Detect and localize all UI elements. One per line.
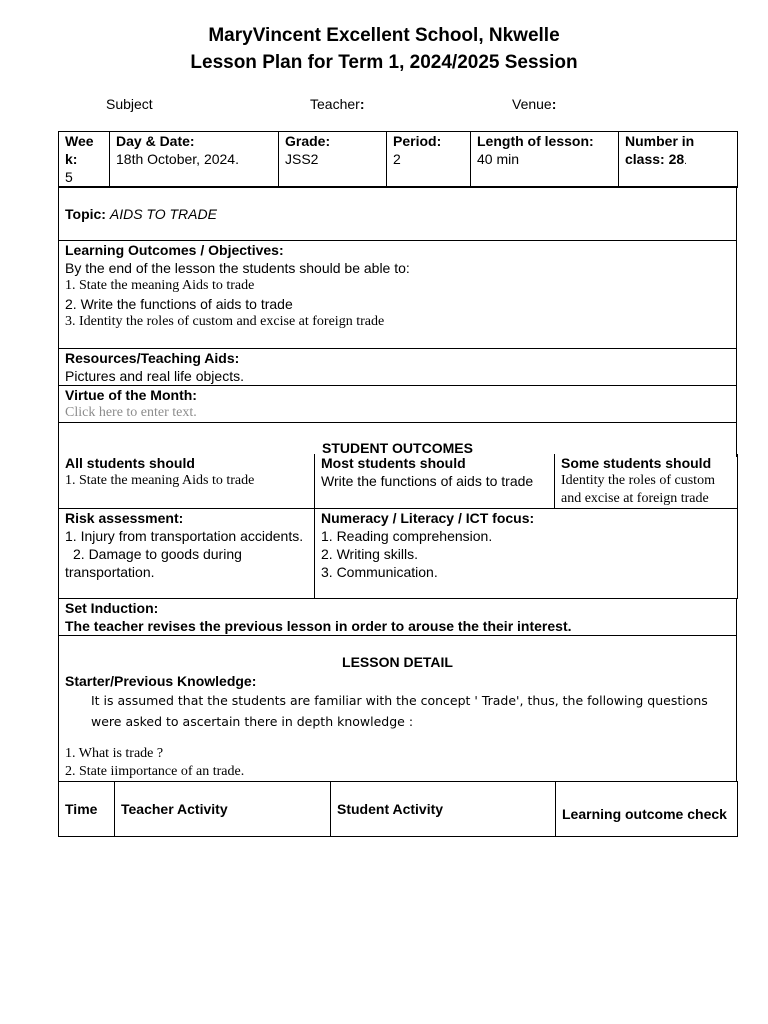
- risk-label: Risk assessment:: [65, 510, 184, 526]
- virtue-cell: [59, 386, 737, 423]
- risk-focus-table: [58, 508, 738, 599]
- most-students-label: Most students should: [321, 455, 466, 471]
- time-header: Time: [59, 782, 115, 837]
- class-size-label: Number in class:: [625, 133, 695, 167]
- length-label: Length of lesson:: [477, 133, 594, 149]
- starter-text: It is assumed that the students are familiar with the concept ' Trade', thus, the following questions were asked to ascertain there in depth knowledge :: [91, 692, 708, 729]
- some-students-label: Some students should: [561, 455, 712, 471]
- lesson-info-table: [58, 131, 738, 188]
- student-outcomes-table: [58, 454, 738, 509]
- objectives-intro: By the end of the lesson the students should be able to:: [65, 260, 410, 276]
- focus-item: 1. Reading comprehension.: [321, 528, 493, 544]
- lesson-detail-table: [58, 598, 737, 782]
- some-students-value: Identity the roles of custom and excise at foreign trade: [561, 473, 715, 506]
- starter-cell: [59, 672, 737, 782]
- activity-table: [58, 781, 738, 837]
- teacher-label: Teacher: [310, 96, 360, 112]
- focus-item: 3. Communication.: [321, 564, 438, 580]
- resources-cell: [59, 349, 737, 386]
- objectives-label: Learning Outcomes / Objectives:: [65, 242, 284, 258]
- lesson-info-row: [59, 132, 738, 188]
- student-outcomes-heading: STUDENT OUTCOMES: [59, 423, 737, 457]
- all-students-label: All students should: [65, 455, 195, 471]
- risk-item: 2. Damage to goods during transportation.: [65, 546, 242, 580]
- topic-cell: [59, 187, 737, 241]
- period-label: Period:: [393, 133, 442, 149]
- all-students-cell: [59, 454, 315, 509]
- venue-colon: :: [551, 96, 557, 112]
- objective-item: 3. Identity the roles of custom and excise at foreign trade: [65, 314, 385, 329]
- focus-label: Numeracy / Literacy / ICT focus:: [321, 510, 535, 526]
- induction-cell: [59, 599, 737, 636]
- subject-field: [106, 96, 153, 112]
- some-students-cell: [555, 454, 738, 509]
- induction-label: Set Induction:: [65, 600, 159, 616]
- student-activity-header: Student Activity: [331, 782, 556, 837]
- plan-title: Lesson Plan for Term 1, 2024/2025 Session: [190, 52, 578, 73]
- week-label: Wee k:: [65, 133, 94, 167]
- risk-cell: [59, 509, 315, 599]
- virtue-label: Virtue of the Month:: [65, 387, 197, 403]
- focus-item: 2. Writing skills.: [321, 546, 418, 562]
- student-outcomes-row: [59, 454, 738, 509]
- most-students-cell: [315, 454, 555, 509]
- date-cell: [110, 132, 279, 188]
- class-size-suffix: .: [684, 156, 687, 167]
- focus-cell: [315, 509, 738, 599]
- induction-value: The teacher revises the previous lesson in order to arouse the their interest.: [65, 618, 572, 634]
- starter-question: 2. State iimportance of an trade.: [65, 763, 245, 779]
- topic-label: Topic:: [65, 205, 106, 222]
- learning-outcome-check-header: Learning outcome check: [556, 782, 738, 837]
- venue-field: [512, 96, 556, 112]
- period-cell: [387, 132, 471, 188]
- lesson-overview-table: [58, 186, 737, 457]
- most-students-value: Write the functions of aids to trade: [321, 473, 534, 489]
- grade-label: Grade:: [285, 133, 331, 149]
- subject-label: Subject: [106, 96, 153, 112]
- virtue-input[interactable]: Click here to enter text.: [65, 405, 197, 420]
- starter-question: 1. What is trade ?: [65, 745, 164, 761]
- class-size-value: 28: [668, 151, 685, 167]
- teacher-activity-header: Teacher Activity: [115, 782, 331, 837]
- objective-item: 2. Write the functions of aids to trade: [65, 296, 293, 312]
- student-outcomes-heading-row: [59, 423, 737, 457]
- period-value: 2: [393, 151, 401, 167]
- activity-header-row: [59, 782, 738, 837]
- lesson-detail-heading-row: [59, 636, 737, 672]
- all-students-value: 1. State the meaning Aids to trade: [65, 473, 255, 488]
- teacher-colon: :: [359, 96, 365, 112]
- class-size-cell: [619, 132, 738, 188]
- risk-focus-row: [59, 509, 738, 599]
- teacher-field: [310, 96, 364, 112]
- virtue-row: [59, 386, 737, 423]
- induction-row: [59, 599, 737, 636]
- length-value: 40 min: [477, 151, 520, 167]
- resources-row: [59, 349, 737, 386]
- school-name: MaryVincent Excellent School, Nkwelle: [208, 25, 560, 46]
- venue-label: Venue: [512, 96, 552, 112]
- objective-item: 1. State the meaning Aids to trade: [65, 278, 255, 293]
- week-cell: [59, 132, 110, 188]
- objectives-row: [59, 241, 737, 349]
- starter-label: Starter/Previous Knowledge:: [65, 672, 257, 689]
- date-label: Day & Date:: [116, 133, 195, 149]
- grade-cell: [279, 132, 387, 188]
- topic-row: [59, 187, 737, 241]
- week-value: 5: [65, 169, 73, 185]
- date-value: 18th October, 2024.: [116, 151, 239, 167]
- length-cell: [471, 132, 619, 188]
- starter-row: [59, 672, 737, 782]
- topic-value: AIDS TO TRADE: [109, 205, 217, 222]
- lesson-detail-heading: LESSON DETAIL: [59, 636, 737, 672]
- objectives-cell: [59, 241, 737, 349]
- risk-item: 1. Injury from transportation accidents.: [65, 528, 304, 544]
- resources-label: Resources/Teaching Aids:: [65, 350, 240, 366]
- grade-value: JSS2: [285, 151, 319, 167]
- resources-value: Pictures and real life objects.: [65, 368, 244, 384]
